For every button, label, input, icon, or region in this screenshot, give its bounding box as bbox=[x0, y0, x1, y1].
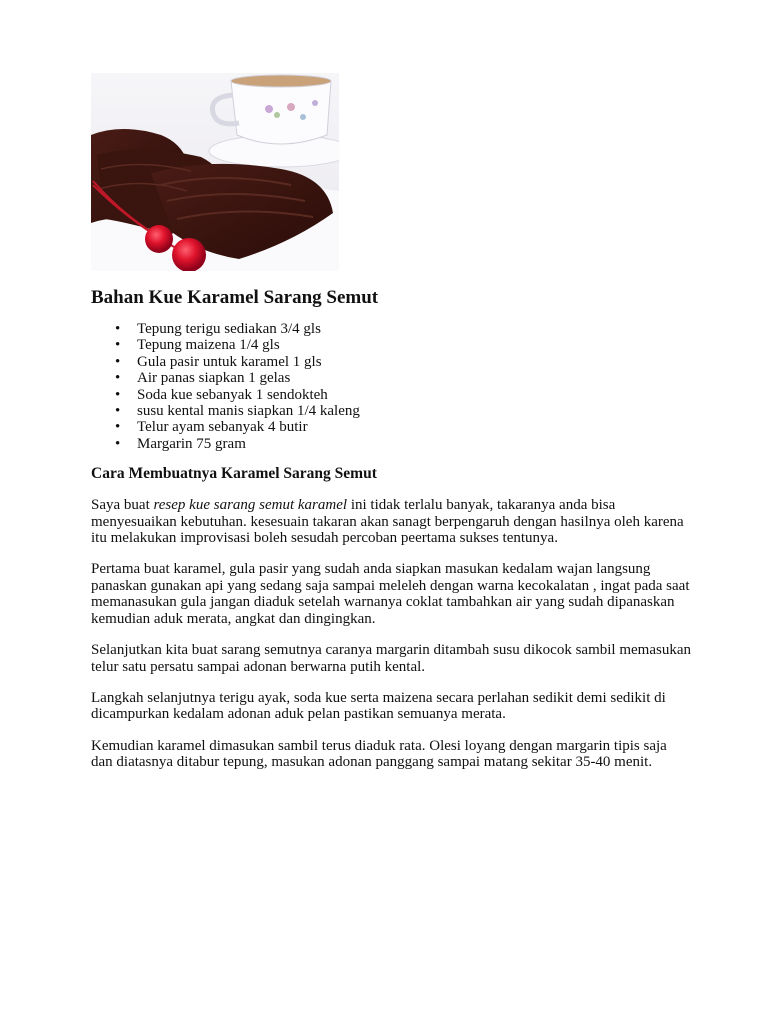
list-item: • Air panas siapkan 1 gelas bbox=[115, 370, 291, 387]
list-item: • susu kental manis siapkan 1/4 kaleng bbox=[115, 403, 360, 420]
method-title: Cara Membuatnya Karamel Sarang Semut bbox=[91, 465, 377, 483]
list-item: • Tepung terigu sediakan 3/4 gls bbox=[115, 321, 321, 337]
list-item: • Gula pasir untuk karamel 1 gls bbox=[115, 353, 322, 370]
list-item: • Margarin 75 gram bbox=[115, 435, 246, 452]
page-title: Bahan Kue Karamel Sarang Semut bbox=[91, 287, 379, 308]
list-item: • Tepung maizena 1/4 gls bbox=[115, 337, 280, 354]
ingredients-list bbox=[91, 321, 691, 452]
bullet-icon: • bbox=[115, 321, 121, 337]
cake-photo bbox=[91, 73, 339, 271]
bullet-icon: • bbox=[115, 435, 121, 452]
bullet-icon: • bbox=[115, 403, 121, 420]
bullet-icon: • bbox=[115, 386, 121, 403]
bullet-icon: • bbox=[115, 419, 121, 436]
bullet-icon: • bbox=[115, 337, 121, 354]
paragraph-step-bake: Kemudian karamel dimasukan sambil terus diaduk rata. Olesi loyang dengan margarin tipis saja dan diatasnya ditabur tepung, masukan adonan panggang sampai matang sekitar 35-40 menit. bbox=[91, 737, 667, 771]
recipe-emphasis: resep kue sarang semut karamel bbox=[153, 497, 348, 514]
list-item: • Telur ayam sebanyak 4 butir bbox=[115, 419, 308, 436]
list-item: • Soda kue sebanyak 1 sendokteh bbox=[115, 386, 328, 403]
paragraph-step-batter: Selanjutkan kita buat sarang semutnya caranya margarin ditambah susu dikocok sambil memasukan telur satu persatu sampai adonan berwarna putih kental. bbox=[91, 642, 691, 675]
paragraph-step-flour: Langkah selanjutnya terigu ayak, soda kue serta maizena secara perlahan sedikit demi sedikit di dicampurkan kedalam adonan aduk pelan pastikan semuanya merata. bbox=[91, 689, 666, 723]
bullet-icon: • bbox=[115, 370, 121, 387]
paragraph-step-caramel: Pertama buat karamel, gula pasir yang sudah anda siapkan masukan kedalam wajan langsung panaskan gunakan api yang sedang saja sampai meleleh dengan warna kecokalatan , ingat pada saat memanasukan gula jangan diaduk setelah warnanya coklat tambahkan air yang sudah dipanaskan kemudian aduk merata, angkat dan dingingkan. bbox=[91, 561, 690, 627]
bullet-icon: • bbox=[115, 353, 121, 370]
paragraph-intro: Saya buat resep kue sarang semut karamel ini tidak terlalu banyak, takaranya anda bisa menyesuaikan kebutuhan. kesesuain takaran akan sanagt berpengaruh dengan hasilnya oleh karena itu melakukan improvisasi boleh sesudah percoban peertama sukses tentunya. bbox=[91, 497, 684, 547]
document-page bbox=[91, 73, 691, 771]
